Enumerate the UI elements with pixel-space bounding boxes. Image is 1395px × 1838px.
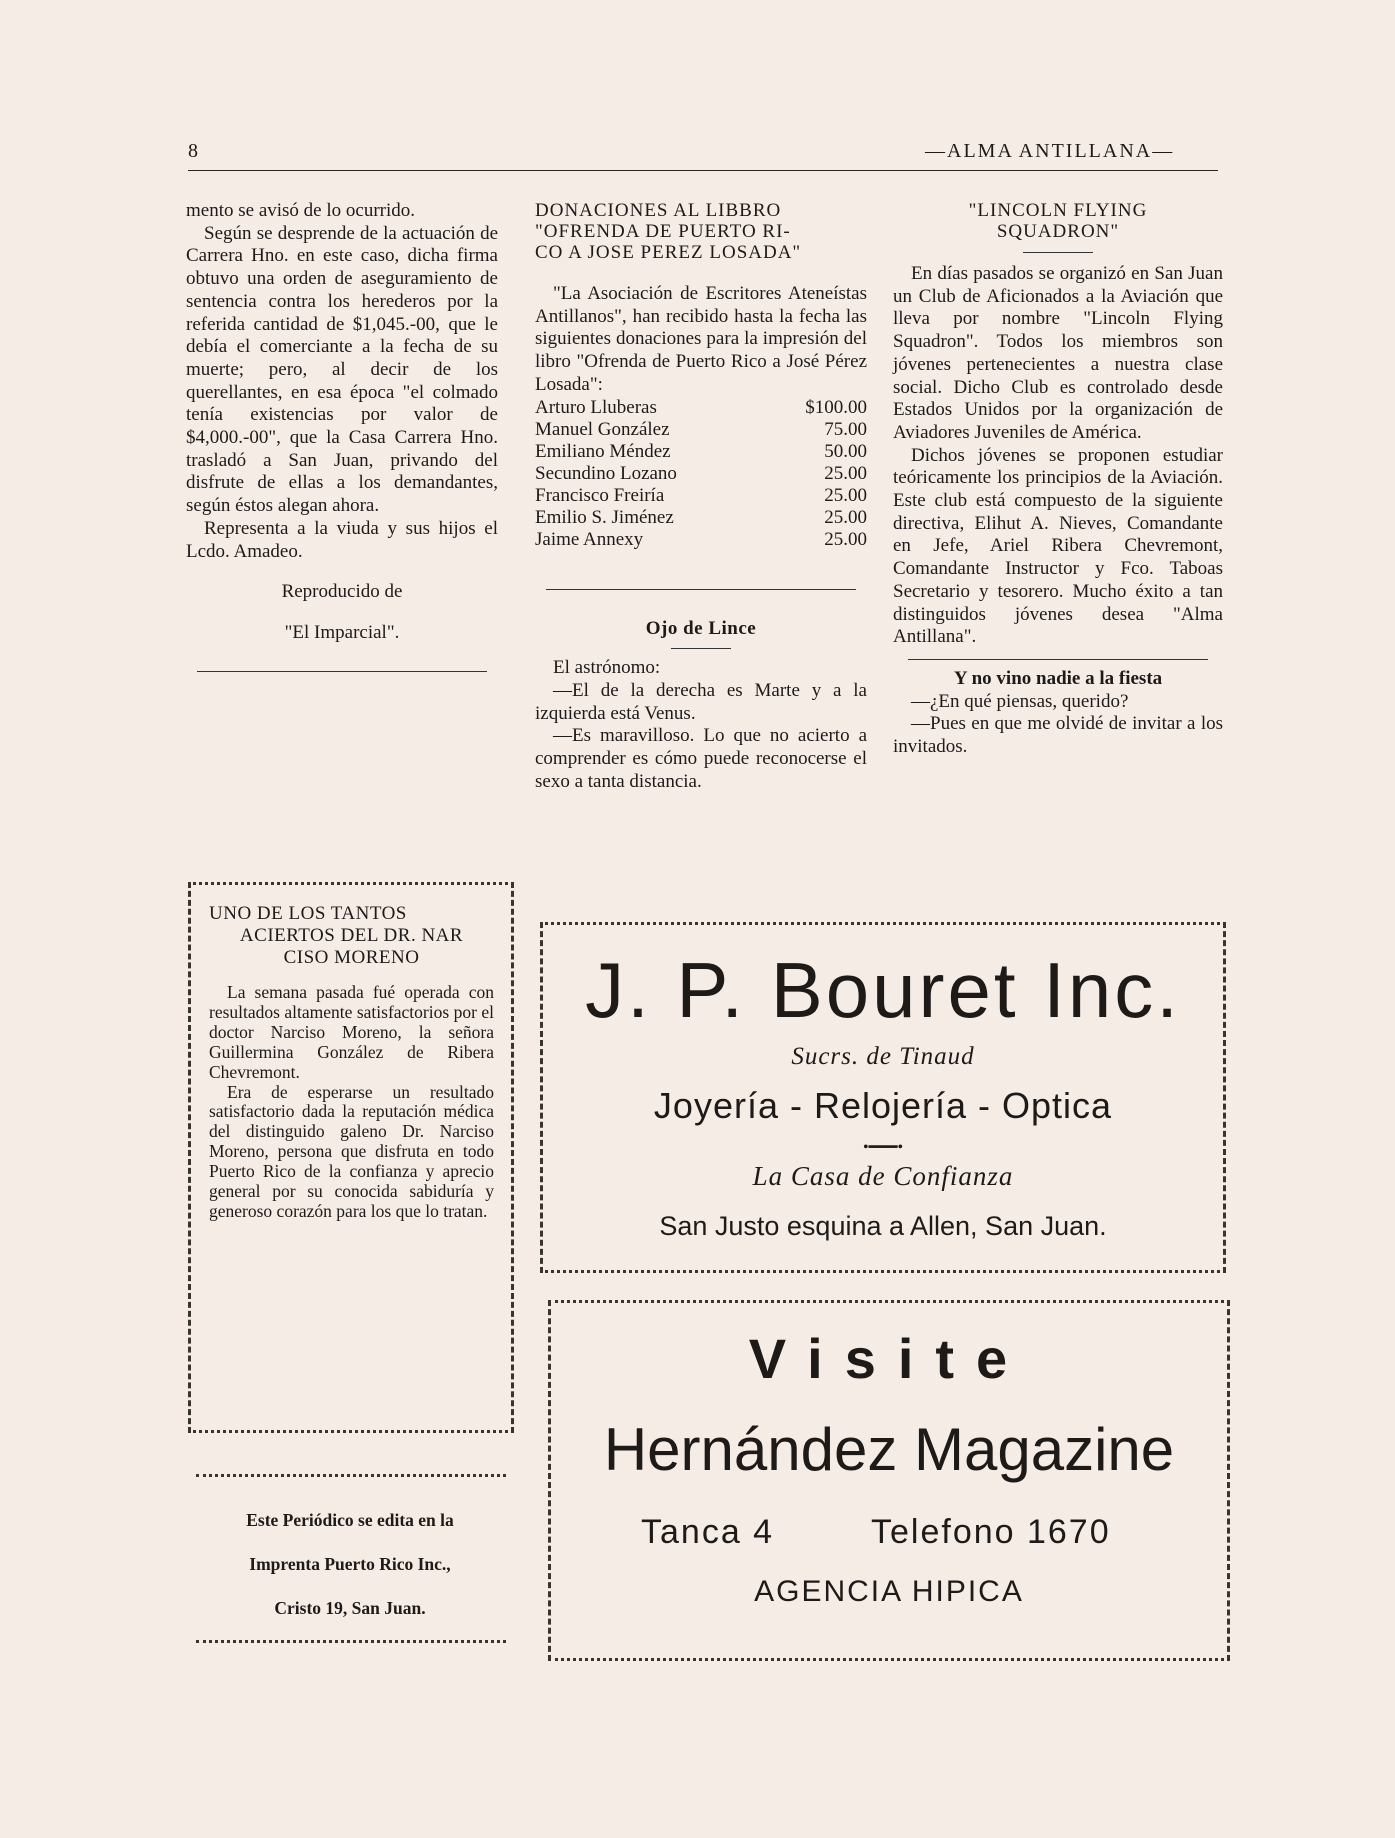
bouret-name: J. P. Bouret Inc. [585, 946, 1181, 1034]
column-1 [186, 200, 498, 672]
joke-title-rule [671, 648, 731, 649]
imprint-line-1: Este Periódico se edita en la [246, 1510, 454, 1530]
donation-amount: 50.00 [824, 440, 867, 462]
credit-line-2: "El Imparcial". [284, 621, 400, 643]
imprint-top-ornament [196, 1474, 506, 1477]
donations-title-line-2: "OFRENDA DE PUERTO RI- [535, 221, 791, 242]
hernandez-advertisement [548, 1300, 1230, 1661]
page-number: 8 [188, 140, 198, 162]
squadron-title-line-1: "LINCOLN FLYING [968, 200, 1148, 221]
donations-table [535, 397, 867, 551]
donor-name: Emilio S. Jiménez [535, 506, 674, 528]
table-row [535, 419, 867, 441]
fiesta-line-2: —Pues en que me olvidé de invitar a los invitados. [893, 713, 1223, 758]
joke-line-1: El astrónomo: [553, 657, 661, 679]
bouret-trades: Joyería - Relojería - Optica [653, 1085, 1113, 1126]
donor-name: Manuel González [535, 418, 670, 440]
box-title-line-1: UNO DE LOS TANTOS [209, 903, 407, 924]
bouret-ornament: •━━━• [862, 1139, 904, 1156]
box-title-line-2: ACIERTOS DEL DR. NAR [239, 925, 464, 946]
visit-heading: Visite [748, 1327, 1030, 1390]
imprint-notice [190, 1498, 510, 1630]
box-paragraph-2: Era de esperarse un resultado satisfactorio dada la reputación médica del distinguido galeno Dr. Narciso Moreno, persona que disfruta en todo Puerto Rico de la confianza y aprecio general por su conocida sabiduría y generoso corazón para los que lo tratan. [209, 1081, 494, 1221]
joke-title-fiesta: Y no vino nadie a la fiesta [953, 667, 1163, 689]
col3-divider [908, 659, 1208, 660]
table-row [535, 463, 867, 485]
fiesta-line-1: —¿En qué piensas, querido? [911, 690, 1129, 712]
running-title: —ALMA ANTILLANA— [925, 140, 1175, 162]
box-title-line-3: CISO MORENO [283, 947, 420, 968]
donations-intro: "La Asociación de Escritores Ateneístas Antillanos", han recibido hasta la fecha las siguientes donaciones para la impresión del libro "Ofrenda de Puerto Rico a José Pérez Losada": [535, 283, 867, 395]
squadron-paragraph-1: En días pasados se organizó en San Juan un Club de Aficionados a la Aviación que lleva por nombre "Lincoln Flying Squadron". Todos los miembros son jóvenes pertenecientes a nuestra clase social. Dicho Club es controlado desde Estados Unidos por la organización de Aviadores Juveniles de América. [893, 263, 1223, 443]
column-3 [893, 200, 1223, 759]
imprint-line-2: Imprenta Puerto Rico Inc., [249, 1554, 451, 1574]
joke-line-2: —El de la derecha es Marte y a la izquierda está Venus. [535, 679, 867, 724]
table-row [535, 507, 867, 529]
bouret-address: San Justo esquina a Allen, San Juan. [659, 1211, 1107, 1241]
donation-amount: 25.00 [824, 506, 867, 528]
donor-name: Secundino Lozano [535, 462, 677, 484]
bouret-successor: Sucrs. de Tinaud [791, 1043, 975, 1070]
donation-amount: 25.00 [824, 462, 867, 484]
header-rule [188, 170, 1218, 171]
hernandez-name: Hernández Magazine [603, 1416, 1175, 1483]
moreno-article-box [188, 882, 514, 1433]
table-row [535, 397, 867, 419]
donation-amount: 25.00 [824, 484, 867, 506]
bouret-motto: La Casa de Confianza [752, 1161, 1014, 1191]
col1-paragraph-3: Representa a la viuda y sus hijos el Lcdo. Amadeo. [186, 517, 498, 562]
squadron-paragraph-2: Dichos jóvenes se proponen estudiar teóricamente los principios de la Aviación. Este club está compuesto de la siguiente directiva, Elihut A. Nieves, Comandante en Jefe, Ariel Ribera Chevremont, Comandante Instructor y Fco. Taboas Secretario y tesorero. Mucho éxito a tan distinguidos jóvenes desea "Alma Antillana". [893, 444, 1223, 648]
col1-paragraph-2: Según se desprende de la actuación de Carrera Hno. en este caso, dicha firma obtuvo una orden de aseguramiento de sentencia contra los herederos por la referida cantidad de $1,045.-00, que le debía el comerciante a la fecha de su muerte; pero, al decir de los querellantes, en esa época "el colmado tenía existencias por valor de $4,000.-00", que la Casa Carrera Hno. trasladó a San Juan, privando del disfrute de ellas a los demandantes, según éstos alegan ahora. [186, 222, 498, 517]
imprint-bottom-ornament [196, 1640, 506, 1643]
col1-paragraph-1: mento se avisó de lo ocurrido. [186, 200, 416, 221]
donation-amount: 25.00 [824, 528, 867, 550]
donations-title-line-3: CO A JOSE PEREZ LOSADA" [535, 242, 802, 263]
col2-divider [546, 589, 856, 590]
table-row [535, 441, 867, 463]
credit-line-1: Reproducido de [281, 581, 403, 603]
box-paragraph-1: La semana pasada fué operada con resultados altamente satisfactorios por el doctor Narciso Moreno, la señora Guillermina González de Ribera Chevremont. [209, 982, 494, 1082]
column-2 [535, 200, 867, 793]
bouret-advertisement [540, 922, 1226, 1273]
col1-divider [197, 671, 487, 672]
table-row [535, 485, 867, 507]
donation-amount: $100.00 [805, 396, 867, 418]
squadron-title-rule [1023, 252, 1093, 253]
squadron-title-line-2: SQUADRON" [996, 221, 1120, 242]
joke-line-3: —Es maravilloso. Lo que no acierto a comprender es cómo puede reconocerse el sexo a tanta distancia. [535, 725, 867, 792]
hernandez-location: Tanca 4 [641, 1513, 775, 1551]
table-row [535, 529, 867, 551]
donor-name: Jaime Annexy [535, 528, 644, 550]
imprint-line-3: Cristo 19, San Juan. [274, 1598, 426, 1618]
joke-title-ojo-de-lince: Ojo de Lince [645, 617, 757, 639]
hernandez-phone: Telefono 1670 [871, 1513, 1111, 1551]
donor-name: Emiliano Méndez [535, 440, 671, 462]
donor-name: Francisco Freiría [535, 484, 665, 506]
donor-name: Arturo Lluberas [535, 396, 657, 418]
donation-amount: 75.00 [824, 418, 867, 440]
donations-title-line-1: DONACIONES AL LIBBRO [535, 200, 782, 221]
hernandez-agency: AGENCIA HIPICA [754, 1575, 1024, 1608]
